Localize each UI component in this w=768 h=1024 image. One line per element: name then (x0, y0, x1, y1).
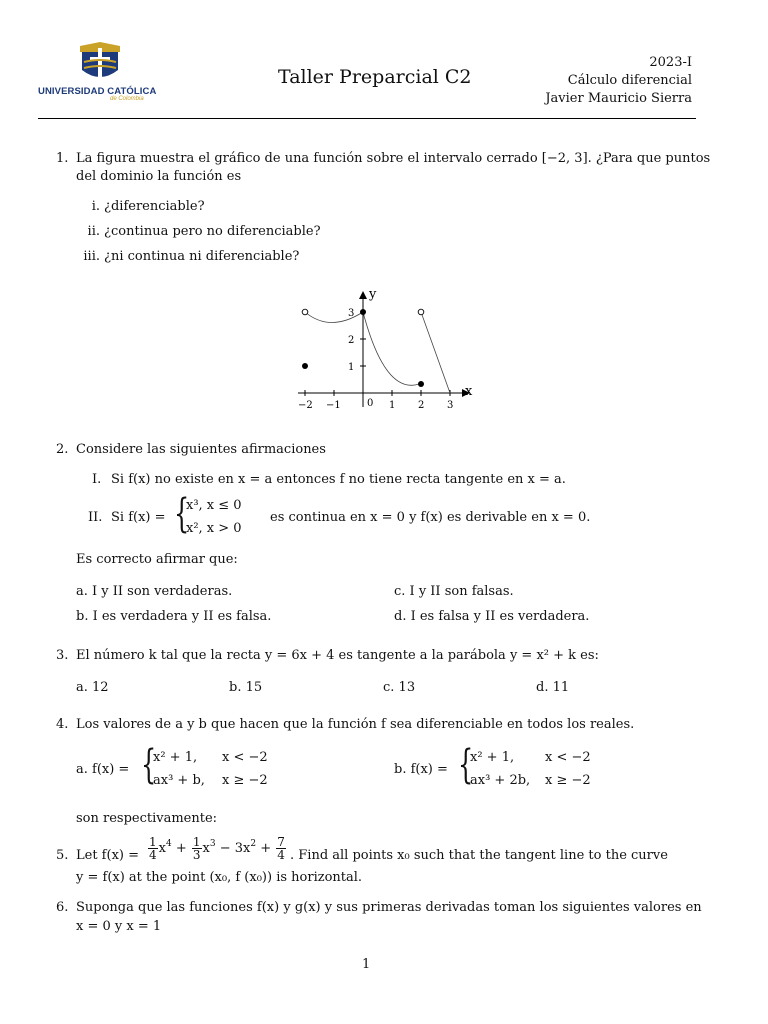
q1-item3-label: iii. (83, 249, 100, 264)
q2-II-label: II. (88, 510, 103, 525)
q4a-case2: ax³ + b, (153, 773, 205, 788)
q2-I-text: Si f(x) no existe en x = a entonces f no tiene recta tangente en x = a. (111, 472, 566, 487)
q4b-prefix: b. f(x) = (394, 762, 448, 777)
ytick-label: 1 (348, 362, 355, 373)
q1-line1: La figura muestra el gráfico de una función sobre el intervalo cerrado [−2, 3]. ¿Para que puntos (76, 151, 711, 166)
term: 2023-I (649, 55, 692, 70)
q2-II-case1: x³, x ≤ 0 (186, 498, 242, 513)
q4-text: Los valores de a y b que hacen que la función f sea diferenciable en todos los reales. (76, 717, 635, 732)
piecewise-brace: { (174, 491, 190, 537)
q4b-cond2: x ≥ −2 (545, 773, 591, 788)
header-info (545, 54, 692, 108)
curve-middle (363, 312, 419, 385)
q5-number: 5. (56, 848, 69, 863)
fraction: $\frac{1}{3}$ (192, 835, 201, 862)
q2-II-prefix: Si f(x) = (111, 510, 166, 525)
q2-ask: Es correcto afirmar que: (76, 552, 238, 567)
q2-number: 2. (56, 442, 69, 457)
xtick-label: 2 (418, 400, 425, 411)
page-number: 1 (362, 957, 371, 972)
q3-option-a: a. 12 (76, 680, 109, 695)
q4a-cond1: x < −2 (222, 750, 268, 765)
q4-number: 4. (56, 717, 69, 732)
q2-intro: Considere las siguientes afirmaciones (76, 442, 326, 457)
q4-tail: son respectivamente: (76, 811, 218, 826)
piecewise-brace: { (458, 742, 474, 788)
q4b-case1: x² + 1, (470, 750, 515, 765)
page-title: Taller Preparcial C2 (278, 66, 472, 88)
xtick-label: −1 (326, 400, 341, 411)
q1-line2: del dominio la función es (76, 169, 242, 184)
q1-item2-label: ii. (87, 224, 100, 239)
y-axis-arrow (359, 291, 367, 299)
q3-text: El número k tal que la recta y = 6x + 4 es tangente a la parábola y = x² + k es: (76, 648, 599, 663)
q2-II-suffix: es continua en x = 0 y f(x) es derivable en x = 0. (270, 510, 591, 525)
q4a-prefix: a. f(x) = (76, 762, 130, 777)
q1-item1-text: ¿diferenciable? (104, 199, 205, 214)
logo-text: UNIVERSIDAD CATÓLICA (38, 86, 157, 97)
fraction: $\frac{1}{4}$ (149, 835, 157, 862)
q4a-case1: x² + 1, (153, 750, 198, 765)
logo-subtext: de Colombia (110, 96, 144, 102)
q4a-cond2: x ≥ −2 (222, 773, 268, 788)
q2-I-label: I. (92, 472, 102, 487)
q5-line2: y = f(x) at the point (x₀, f (x₀)) is horizontal. (76, 870, 363, 885)
function-graph (290, 285, 480, 415)
ytick-label: 2 (348, 335, 355, 346)
xtick-label: 3 (447, 400, 454, 411)
ytick-label: 3 (348, 308, 355, 319)
q3-option-c: c. 13 (383, 680, 416, 695)
course: Cálculo diferencial (567, 73, 692, 88)
axis-label-y: y (369, 287, 377, 302)
q5-polynomial: $\frac{1}{4}$ $x^4$ + $\frac{1}{3}$ $x^3 - 3x^2$ + $\frac{7}{4}$ (149, 835, 285, 862)
axis-label-x: x (465, 384, 473, 399)
q2-option-d: d. I es falsa y II es verdadera. (394, 609, 590, 624)
closed-point (302, 363, 308, 369)
q3-number: 3. (56, 648, 69, 663)
closed-point (418, 381, 424, 387)
q3-option-b: b. 15 (229, 680, 263, 695)
q2-option-b: b. I es verdadera y II es falsa. (76, 609, 272, 624)
q6-line2: x = 0 y x = 1 (76, 919, 162, 934)
q5-prefix: Let f(x) = (76, 848, 139, 863)
q4b-cond1: x < −2 (545, 750, 591, 765)
xtick-label: 1 (389, 400, 396, 411)
line-right (421, 312, 450, 393)
q2-II-case2: x², x > 0 (186, 521, 242, 536)
open-point (418, 309, 424, 315)
piecewise-brace: { (141, 742, 157, 788)
q3-option-d: d. 11 (536, 680, 570, 695)
q6-number: 6. (56, 900, 69, 915)
header-rule (38, 118, 696, 119)
q1-item1-label: i. (91, 199, 100, 214)
open-point (302, 309, 308, 315)
q5-suffix: . Find all points x₀ such that the tangent line to the curve (290, 848, 668, 863)
xtick-label: 0 (367, 398, 374, 409)
xtick-label: −2 (298, 400, 313, 411)
author: Javier Mauricio Sierra (545, 91, 692, 106)
q1-number: 1. (56, 151, 69, 166)
q1-item3-text: ¿ni continua ni diferenciable? (104, 249, 300, 264)
q1-item2-text: ¿continua pero no diferenciable? (104, 224, 321, 239)
q4b-case2: ax³ + 2b, (470, 773, 531, 788)
closed-point (360, 309, 366, 315)
q2-option-c: c. I y II son falsas. (394, 584, 514, 599)
fraction: $\frac{7}{4}$ (277, 835, 285, 862)
q6-line1: Suponga que las funciones f(x) y g(x) y sus primeras derivadas toman los siguientes valores en (76, 900, 702, 915)
q2-option-a: a. I y II son verdaderas. (76, 584, 233, 599)
